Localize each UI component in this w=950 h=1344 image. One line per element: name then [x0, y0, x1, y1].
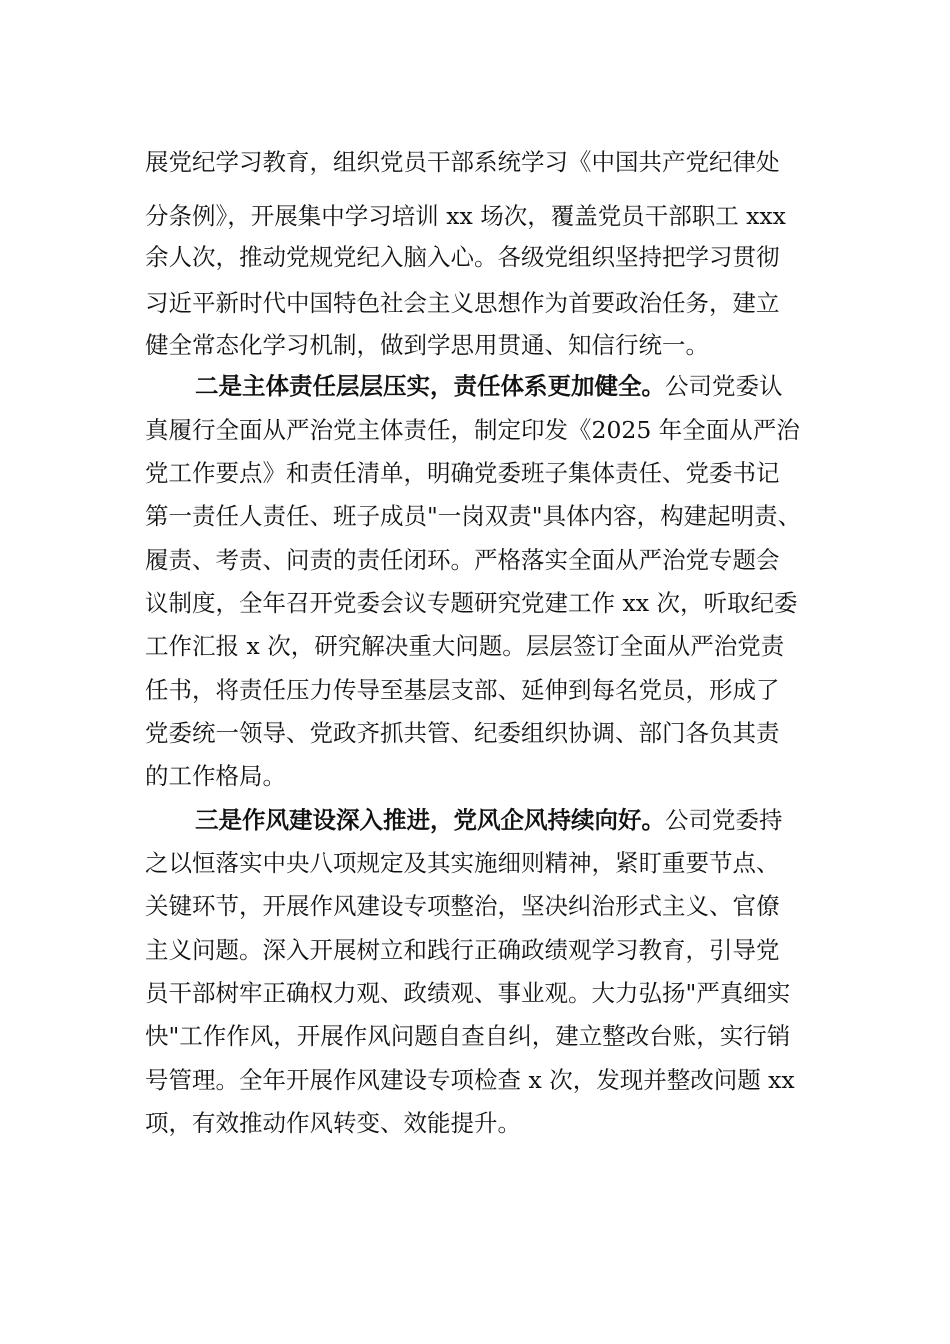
paragraph-2-line-5: 履责、考责、问责的责任闭环。严格落实全面从严治党专题会 — [145, 546, 780, 574]
paragraph-2-line-8: 任书，将责任压力传导至基层支部、延伸到每名党员，形成了 — [145, 676, 780, 704]
paragraph-2-line-6: 议制度，全年召开党委会议专题研究党建工作 xx 次，听取纪委 — [145, 589, 798, 617]
paragraph-3-line-3: 关键环节，开展作风建设专项整治，坚决纠治形式主义、官僚 — [145, 892, 780, 920]
paragraph-1-line-2: 分条例》，开展集中学习培训 xx 场次，覆盖党员干部职工 xxx — [145, 202, 786, 230]
paragraph-1-line-5: 健全常态化学习机制，做到学思用贯通、知信行统一。 — [145, 331, 709, 359]
paragraph-3-line-7: 号管理。全年开展作风建设专项检查 x 次，发现并整改问题 xx — [145, 1066, 795, 1094]
paragraph-1-line-4: 习近平新时代中国特色社会主义思想作为首要政治任务，建立 — [145, 289, 780, 317]
paragraph-1-line-3: 余人次，推动党规党纪入脑入心。各级党组织坚持把学习贯彻 — [145, 243, 780, 271]
paragraph-2-line-7: 工作汇报 x 次，研究解决重大问题。层层签订全面从严治党责 — [145, 632, 785, 660]
paragraph-2-line-2: 真履行全面从严治党主体责任，制定印发《2025 年全面从严治 — [145, 416, 800, 444]
paragraph-3-line-4: 主义问题。深入开展树立和践行正确政绩观学习教育，引导党 — [145, 936, 780, 964]
paragraph-3-lead: 三是作风建设深入推进，党风企风持续向好。 — [195, 806, 665, 834]
paragraph-1-line-1: 展党纪学习教育，组织党员干部系统学习《中国共产党纪律处 — [145, 148, 780, 176]
paragraph-2-line-1-text: 公司党委认 — [665, 372, 783, 400]
paragraph-2-line-1 — [195, 366, 825, 406]
paragraph-3-line-1-text: 公司党委持 — [665, 806, 783, 834]
paragraph-2-line-9: 党委统一领导、党政齐抓共管、纪委组织协调、部门各负其责 — [145, 719, 780, 747]
paragraph-2-lead: 二是主体责任层层压实，责任体系更加健全。 — [195, 372, 665, 400]
paragraph-2-line-10: 的工作格局。 — [145, 762, 286, 790]
paragraph-3-line-5: 员干部树牢正确权力观、政绩观、事业观。大力弘扬"严真细实 — [145, 979, 791, 1007]
paragraph-3-line-2: 之以恒落实中央八项规定及其实施细则精神，紧盯重要节点、 — [145, 849, 780, 877]
paragraph-2-line-4: 第一责任人责任、班子成员"一岗双责"具体内容，构建起明责、 — [145, 502, 802, 530]
paragraph-3-line-1 — [195, 800, 825, 840]
paragraph-3-line-6: 快"工作作风，开展作风问题自查自纠，建立整改台账，实行销 — [145, 1022, 791, 1050]
paragraph-2-line-3: 党工作要点》和责任清单，明确党委班子集体责任、党委书记 — [145, 459, 780, 487]
paragraph-3-line-8: 项，有效推动作风转变、效能提升。 — [145, 1109, 521, 1137]
